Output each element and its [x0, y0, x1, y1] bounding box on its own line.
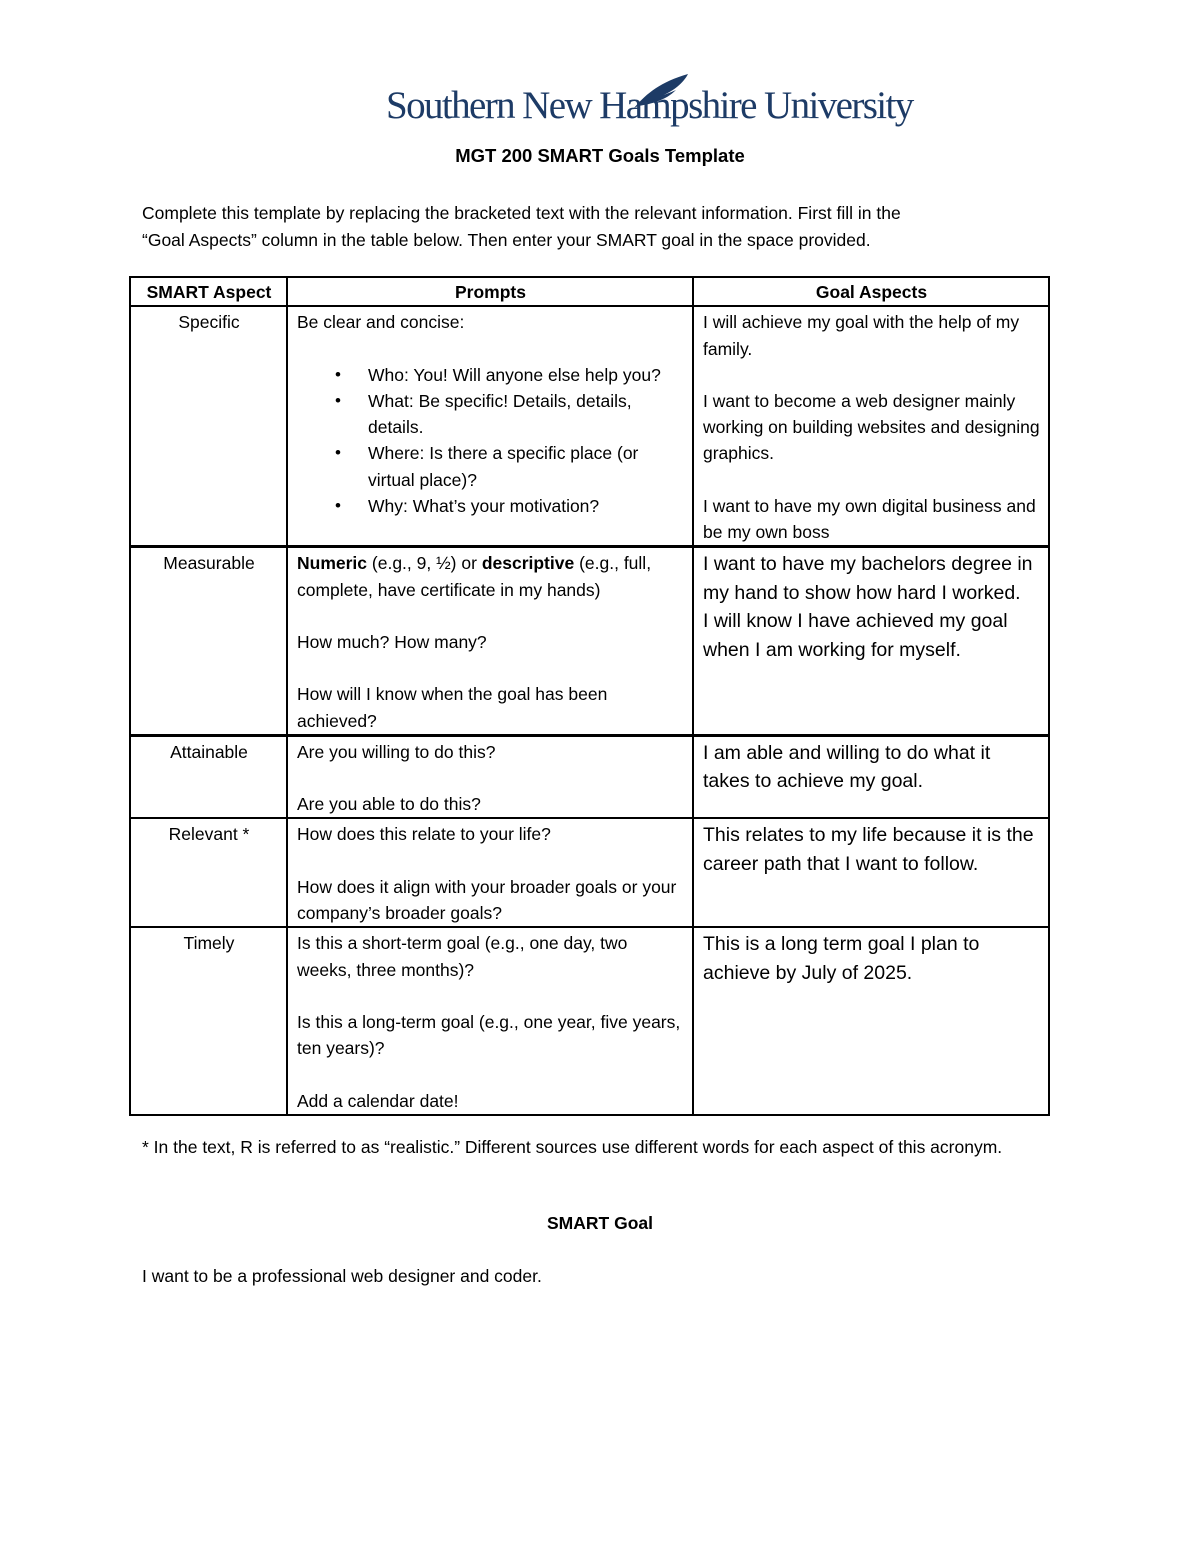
goal-measurable-2: I will know I have achieved my goal when I am working for myself.: [703, 610, 1008, 661]
aspect-timely: Timely: [130, 927, 287, 1114]
goal-measurable-1: I want to have my bachelors degree in my hand to show how hard I worked.: [703, 553, 1033, 604]
aspect-measurable: Measurable: [130, 547, 287, 735]
goal-specific-2: I want to become a web designer mainly working on building websites and designing graphics.: [703, 390, 1040, 464]
bullet-icon: •: [335, 390, 341, 410]
goal-timely: This is a long term goal I plan to achieve by July of 2025.: [693, 927, 1049, 1114]
prompt-attainable-1: Are you willing to do this?: [297, 741, 496, 762]
aspect-specific: Specific: [130, 306, 287, 547]
prompt-relevant-1: How does this relate to your life?: [297, 824, 551, 845]
prompts-measurable: [287, 547, 693, 735]
table-row-relevant: [130, 818, 1049, 927]
document-title: MGT 200 SMART Goals Template: [455, 145, 745, 166]
prompt-measurable-2: How much? How many?: [297, 631, 487, 652]
table-row-specific: [130, 306, 1049, 547]
table-row-attainable: [130, 735, 1049, 818]
header-smart-aspect: SMART Aspect: [130, 277, 287, 306]
goal-specific: [693, 306, 1049, 547]
footnote: * In the text, R is referred to as “realistic.” Different sources use different words for each aspect of this acronym.: [142, 1137, 1003, 1157]
list-item: • What: Be specific! Details, details, details.: [297, 388, 684, 441]
goal-attainable: I am able and willing to do what it takes to achieve my goal.: [693, 735, 1049, 818]
bullet-icon: •: [335, 496, 341, 516]
prompt-timely-1: Is this a short-term goal (e.g., one day, two weeks, three months)?: [297, 933, 628, 980]
prompt-timely-2: Is this a long-term goal (e.g., one year, five years, ten years)?: [297, 1011, 681, 1059]
goal-relevant: This relates to my life because it is the career path that I want to follow.: [693, 818, 1049, 927]
prompt-intro: Be clear and concise:: [297, 312, 465, 333]
bullet-icon: •: [335, 443, 341, 463]
aspect-relevant: Relevant *: [130, 818, 287, 927]
header-goal-aspects: Goal Aspects: [693, 277, 1049, 306]
goal-specific-3: I want to have my own digital business and be my own boss: [703, 495, 1036, 543]
table-row-timely: [130, 927, 1049, 1114]
instructions-line-1: Complete this template by replacing the bracketed text with the relevant information. First fill in the: [142, 203, 901, 223]
prompts-specific: [287, 306, 693, 547]
list-item: • Who: You! Will anyone else help you?: [297, 362, 684, 388]
logo-wordmark: Southern New Hampshire University: [386, 84, 913, 127]
bullet-icon: •: [335, 364, 341, 384]
prompts-timely: [287, 927, 693, 1114]
list-item: • Where: Is there a specific place (or virtual place)?: [297, 440, 684, 493]
smart-goals-table: [129, 276, 1050, 1116]
instructions-paragraph: [142, 200, 1042, 254]
prompt-timely-3: Add a calendar date!: [297, 1090, 459, 1111]
prompts-attainable: [287, 735, 693, 818]
smart-goal-heading: SMART Goal: [547, 1213, 653, 1233]
university-logo: [386, 72, 913, 136]
aspect-attainable: Attainable: [130, 735, 287, 818]
header-prompts: Prompts: [287, 277, 693, 306]
smart-goal-text: I want to be a professional web designer and coder.: [142, 1266, 542, 1286]
table-header-row: [130, 277, 1049, 306]
prompt-relevant-2: How does it align with your broader goals or your company’s broader goals?: [297, 876, 677, 924]
goal-measurable: [693, 547, 1049, 735]
list-item: • Why: What’s your motivation?: [297, 493, 684, 519]
table-row-measurable: [130, 547, 1049, 735]
prompt-attainable-2: Are you able to do this?: [297, 794, 481, 815]
prompt-measurable-3: How will I know when the goal has been achieved?: [297, 684, 608, 731]
prompts-relevant: [287, 818, 693, 927]
goal-specific-1: I will achieve my goal with the help of my family.: [703, 312, 1020, 359]
instructions-line-2: “Goal Aspects” column in the table below. Then enter your SMART goal in the space provided.: [142, 230, 871, 250]
prompt-measurable-1: Numeric (e.g., 9, ½) or descriptive (e.g., full, complete, have certificate in my hands): [297, 553, 652, 600]
prompt-bullet-list: [297, 362, 684, 520]
